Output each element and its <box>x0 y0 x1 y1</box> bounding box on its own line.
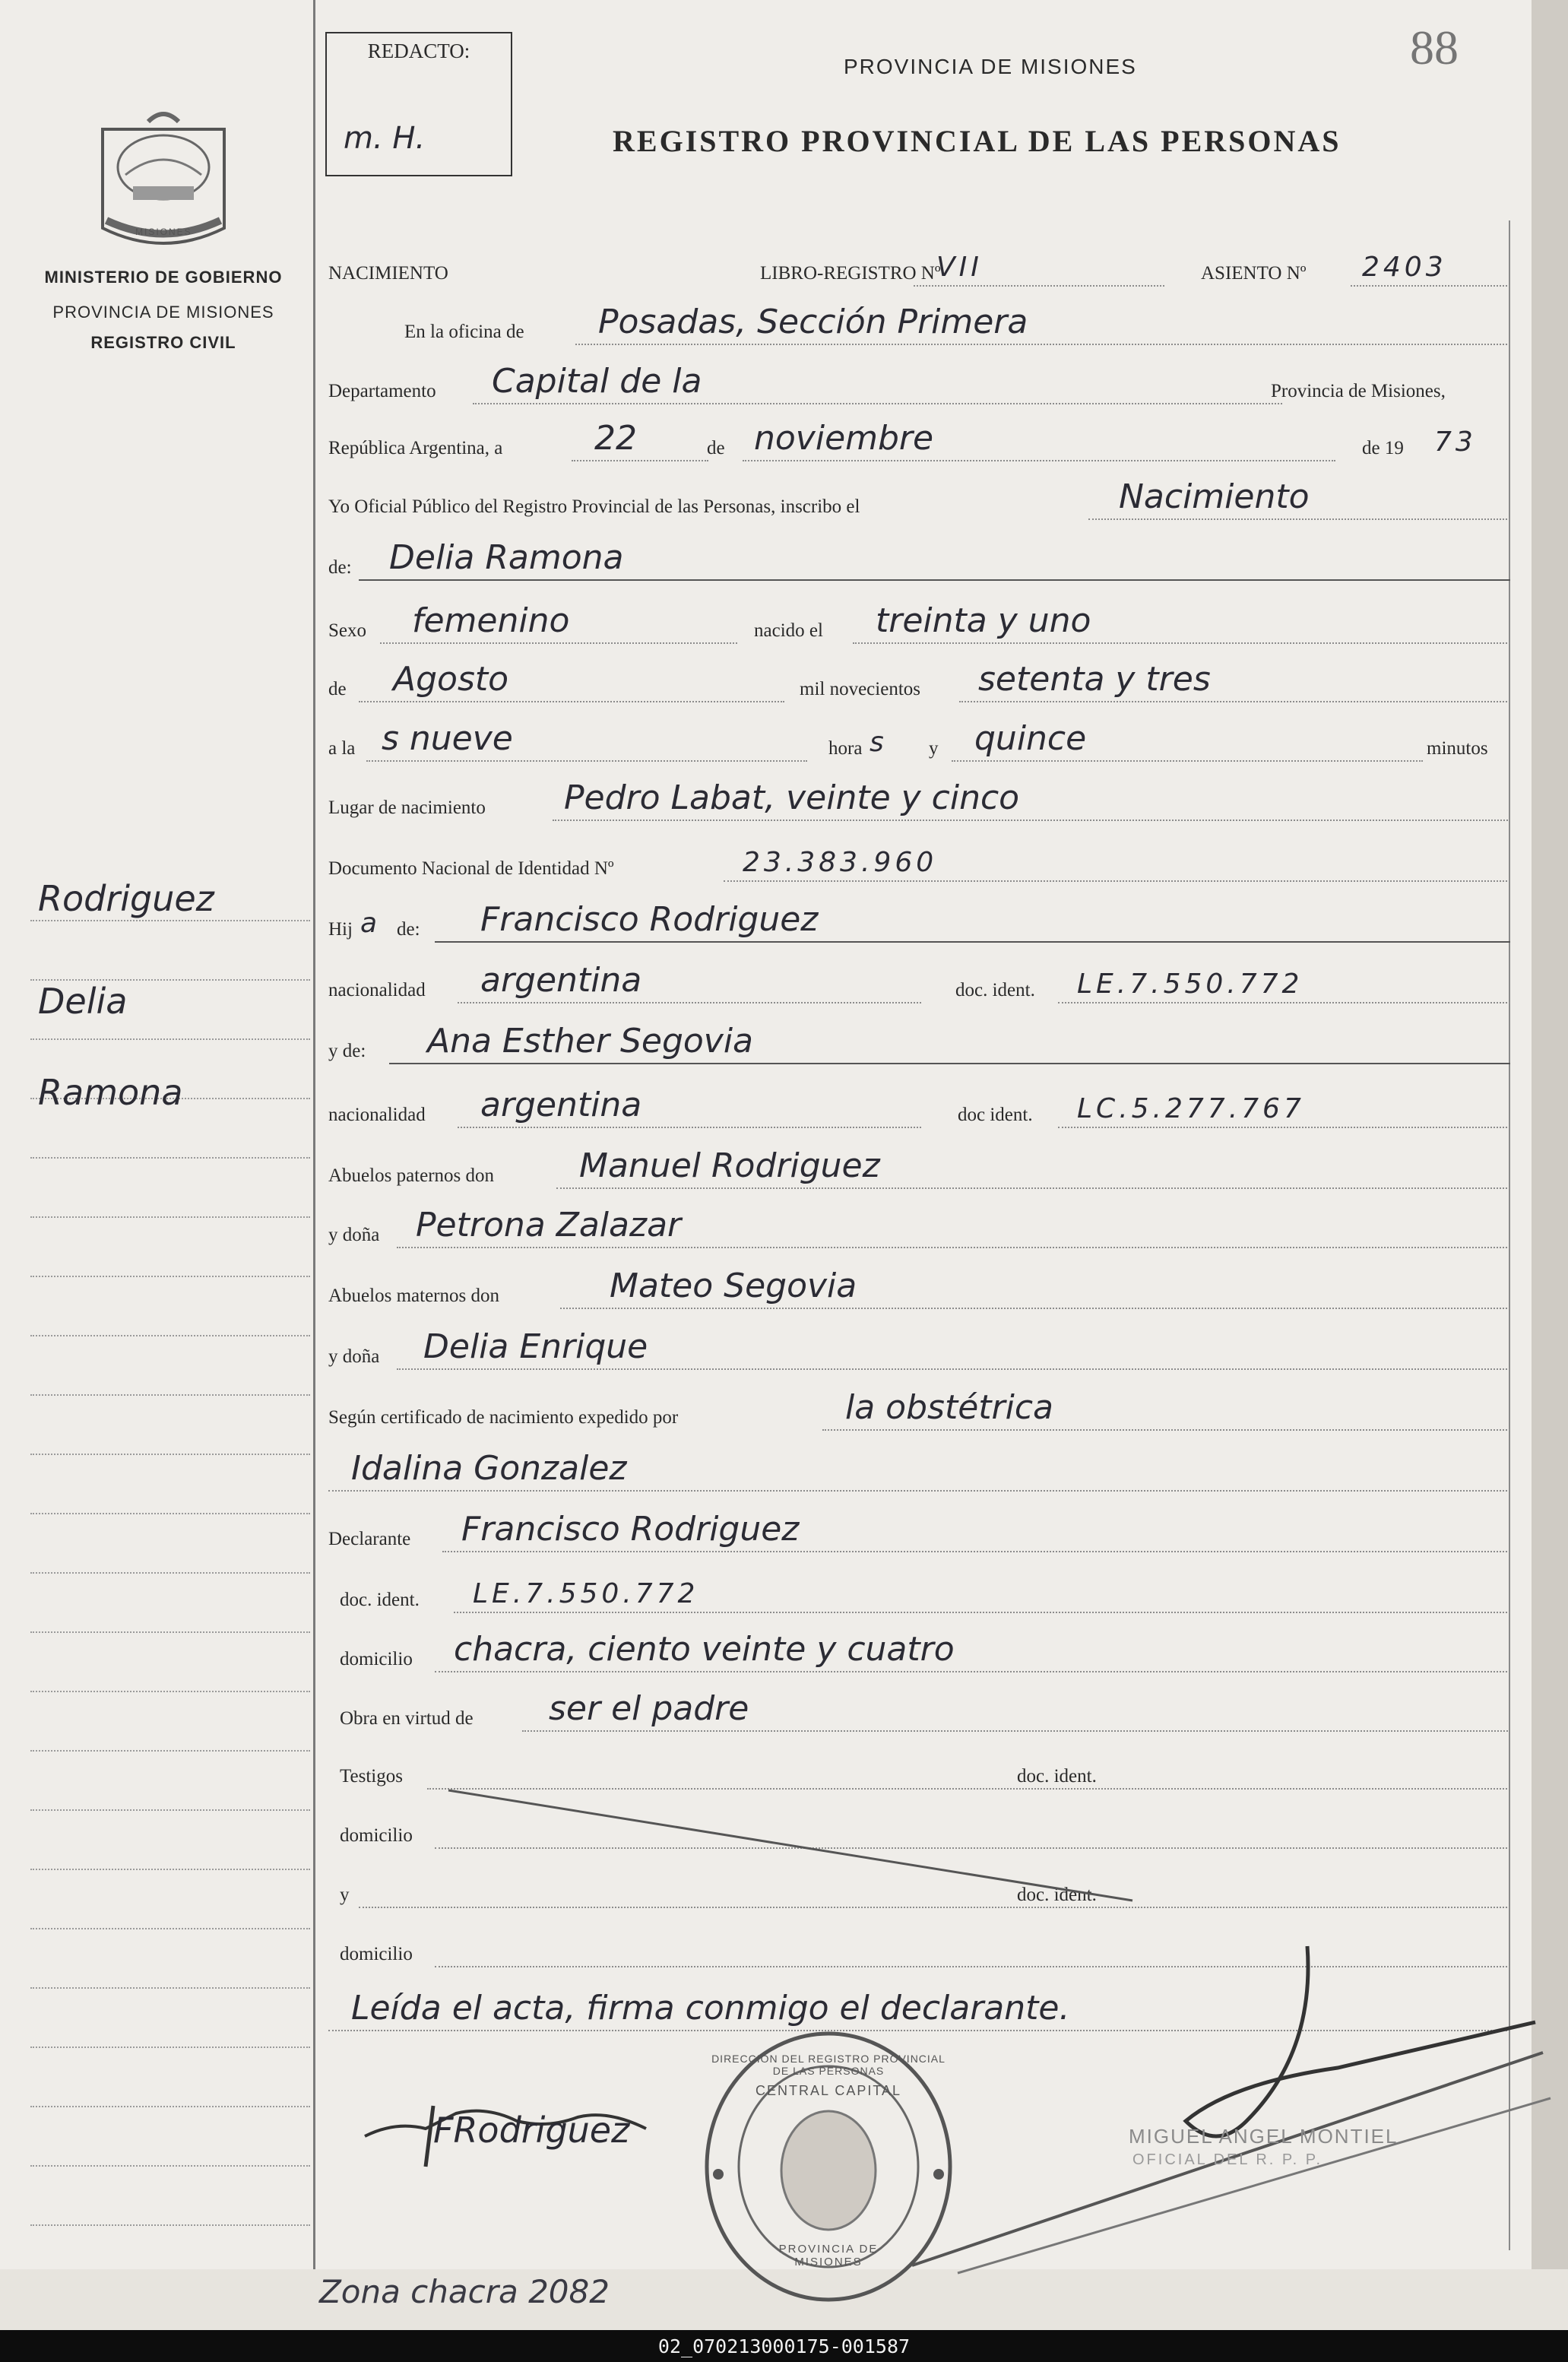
oficial-label: Yo Oficial Público del Registro Provincial de las Personas, inscribo el <box>328 496 860 517</box>
official-name-stamp: MIGUEL ANGEL MONTIEL <box>1129 2125 1399 2148</box>
asiento-label: ASIENTO Nº <box>1201 263 1307 284</box>
nacido-value: treinta y uno <box>876 601 1091 640</box>
hij-de-label: de: <box>397 919 420 940</box>
margin-given-name-2: Ramona <box>38 1072 183 1113</box>
y-dona-label-2: y doña <box>328 1346 380 1367</box>
margin-ruled-line <box>30 1157 310 1159</box>
margin-ruled-line <box>30 920 310 921</box>
lugar-label: Lugar de nacimiento <box>328 797 486 818</box>
hij-label: Hij <box>328 919 353 940</box>
nacionalidad-label: nacionalidad <box>328 980 426 1000</box>
testigos-label: Testigos <box>340 1766 403 1787</box>
hora-value: s nueve <box>382 719 513 758</box>
lugar-value: Pedro Labat, veinte y cinco <box>564 778 1020 817</box>
nacionalidad-padre-value: argentina <box>480 961 642 1000</box>
declarante-label: Declarante <box>328 1529 411 1549</box>
de-nombre-label: de: <box>328 557 352 578</box>
folio-number: 88 <box>1410 21 1459 75</box>
doc-ident-label-2: doc ident. <box>958 1105 1033 1125</box>
horas-suffix: s <box>870 727 884 758</box>
margin-ruled-line <box>30 1038 310 1040</box>
act-type-label: NACIMIENTO <box>328 263 448 284</box>
declarante-value: Francisco Rodriguez <box>461 1510 800 1549</box>
margin-ruled-line <box>30 1750 310 1752</box>
dni-label: Documento Nacional de Identidad Nº <box>328 858 614 879</box>
y-de-label: y de: <box>328 1041 366 1061</box>
departamento-label: Departamento <box>328 381 436 401</box>
bottom-handwritten-note: Zona chacra 2082 <box>319 2273 610 2310</box>
oficina-value: Posadas, Sección Primera <box>598 303 1028 341</box>
minutos-value: quince <box>974 719 1087 758</box>
testigos-cancel-line <box>448 1790 1132 1901</box>
certificado-value: la obstétrica <box>845 1388 1053 1427</box>
horas-label: hora <box>828 738 863 759</box>
abuela-paterna-value: Petrona Zalazar <box>416 1206 682 1244</box>
minutos-label: minutos <box>1427 738 1488 759</box>
abuelos-maternos-label: Abuelos maternos don <box>328 1286 499 1306</box>
mes-nacimiento-value: Agosto <box>393 660 509 699</box>
nacido-label: nacido el <box>754 620 823 641</box>
testigo-2-domicilio-label: domicilio <box>340 1944 413 1964</box>
official-title-stamp: OFICIAL DEL R. P. P. <box>1132 2151 1323 2168</box>
mes-value: noviembre <box>754 419 934 458</box>
margin-ruled-line <box>30 2047 310 2048</box>
obra-value: ser el padre <box>549 1689 749 1728</box>
margin-ruled-line <box>30 1631 310 1633</box>
certificado-label: Según certificado de nacimiento expedido por <box>328 1407 679 1428</box>
redacto-initials: m. H. <box>344 121 426 156</box>
margin-surname: Rodriguez <box>38 878 214 919</box>
official-signature-strokes <box>1186 1946 1535 2136</box>
seal-ring-text: DIRECCION DEL REGISTRO PROVINCIAL DE LAS PERSONAS <box>711 2053 946 2077</box>
abuela-materna-value: Delia Enrique <box>423 1327 648 1366</box>
inscripcion-value: Nacimiento <box>1119 477 1310 516</box>
de-anio-label: de 19 <box>1362 438 1404 458</box>
margin-ruled-line <box>30 1572 310 1574</box>
margin-ruled-line <box>30 1809 310 1811</box>
margin-ruled-line <box>30 1987 310 1989</box>
provincia-label: Provincia de Misiones, <box>1271 381 1446 401</box>
ministry-line-3: REGISTRO CIVIL <box>90 333 236 352</box>
y-dona-label: y doña <box>328 1225 380 1245</box>
margin-ruled-line <box>30 1513 310 1514</box>
dni-value: 23.383.960 <box>743 847 938 878</box>
margin-ruled-line <box>30 2165 310 2167</box>
margin-ruled-line <box>30 1216 310 1218</box>
anio-nacimiento-value: setenta y tres <box>978 660 1211 699</box>
margin-given-name-1: Delia <box>38 981 128 1022</box>
ministry-line-2: PROVINCIA DE MISIONES <box>52 303 274 322</box>
nacionalidad-madre-value: argentina <box>480 1086 642 1124</box>
obstetrica-value: Idalina Gonzalez <box>351 1449 627 1488</box>
de-label: de <box>707 438 725 458</box>
margin-ruled-line <box>30 2106 310 2107</box>
libro-value: VII <box>936 252 983 283</box>
de-mes-label: de <box>328 679 347 699</box>
y-label: y <box>929 738 939 759</box>
sexo-value: femenino <box>412 601 570 640</box>
margin-ruled-line <box>30 1276 310 1277</box>
oficina-label: En la oficina de <box>404 322 524 342</box>
testigo-2-doc-label: doc. ident. <box>1012 1885 1101 1906</box>
y-testigo-label: y <box>340 1885 350 1905</box>
republica-label: República Argentina, a <box>328 438 503 458</box>
testigos-doc-label: doc. ident. <box>1012 1766 1101 1787</box>
seal-center-text: CENTRAL CAPITAL <box>755 2083 902 2098</box>
registry-title: REGISTRO PROVINCIAL DE LAS PERSONAS <box>613 124 1342 158</box>
sexo-label: Sexo <box>328 620 366 641</box>
abuelos-paternos-label: Abuelos paternos don <box>328 1165 495 1186</box>
nombre-value: Delia Ramona <box>389 538 624 577</box>
testigos-domicilio-label: domicilio <box>340 1825 413 1846</box>
margin-ruled-line <box>30 1335 310 1336</box>
domicilio-label: domicilio <box>340 1649 413 1669</box>
margin-ruled-line <box>30 2224 310 2226</box>
madre-value: Ana Esther Segovia <box>427 1022 754 1061</box>
abuelo-paterno-value: Manuel Rodriguez <box>579 1146 880 1185</box>
anio-value: 73 <box>1434 426 1477 458</box>
nacionalidad-label-2: nacionalidad <box>328 1105 426 1125</box>
mil-label: mil novecientos <box>800 679 920 699</box>
redacto-label: REDACTO: <box>367 40 470 62</box>
obra-label: Obra en virtud de <box>340 1708 474 1729</box>
domicilio-value: chacra, ciento veinte y cuatro <box>454 1630 955 1669</box>
margin-ruled-line <box>30 1454 310 1455</box>
declarante-doc-value: LE.7.550.772 <box>473 1578 699 1609</box>
margin-ruled-line <box>30 1869 310 1870</box>
doc-madre-value: LC.5.277.767 <box>1077 1093 1305 1124</box>
margin-ruled-line <box>30 1394 310 1396</box>
a-la-label: a la <box>328 738 356 759</box>
declarante-doc-label: doc. ident. <box>340 1590 420 1610</box>
margin-ruled-line <box>30 1928 310 1929</box>
doc-padre-value: LE.7.550.772 <box>1077 969 1303 1000</box>
ministry-line-1: MINISTERIO DE GOBIERNO <box>44 268 283 287</box>
declarant-signature: FRodriguez <box>433 2110 630 2151</box>
asiento-value: 2403 <box>1362 252 1447 283</box>
coat-of-arms-label: MISIONES <box>135 227 192 237</box>
image-id-footer: 02_070213000175-001587 <box>0 2330 1568 2362</box>
doc-ident-label: doc. ident. <box>955 980 1035 1000</box>
leida-value: Leída el acta, firma conmigo el declarante. <box>351 1989 1070 2028</box>
seal-bottom-text: PROVINCIA DE MISIONES <box>778 2243 879 2268</box>
province-heading: PROVINCIA DE MISIONES <box>844 55 1137 78</box>
margin-ruled-line <box>30 1691 310 1692</box>
departamento-value: Capital de la <box>492 362 702 401</box>
abuelo-materno-value: Mateo Segovia <box>610 1267 857 1305</box>
dia-value: 22 <box>594 419 637 458</box>
libro-label: LIBRO-REGISTRO Nº <box>760 263 941 284</box>
padre-value: Francisco Rodriguez <box>480 900 819 939</box>
hij-suffix: a <box>360 908 378 939</box>
